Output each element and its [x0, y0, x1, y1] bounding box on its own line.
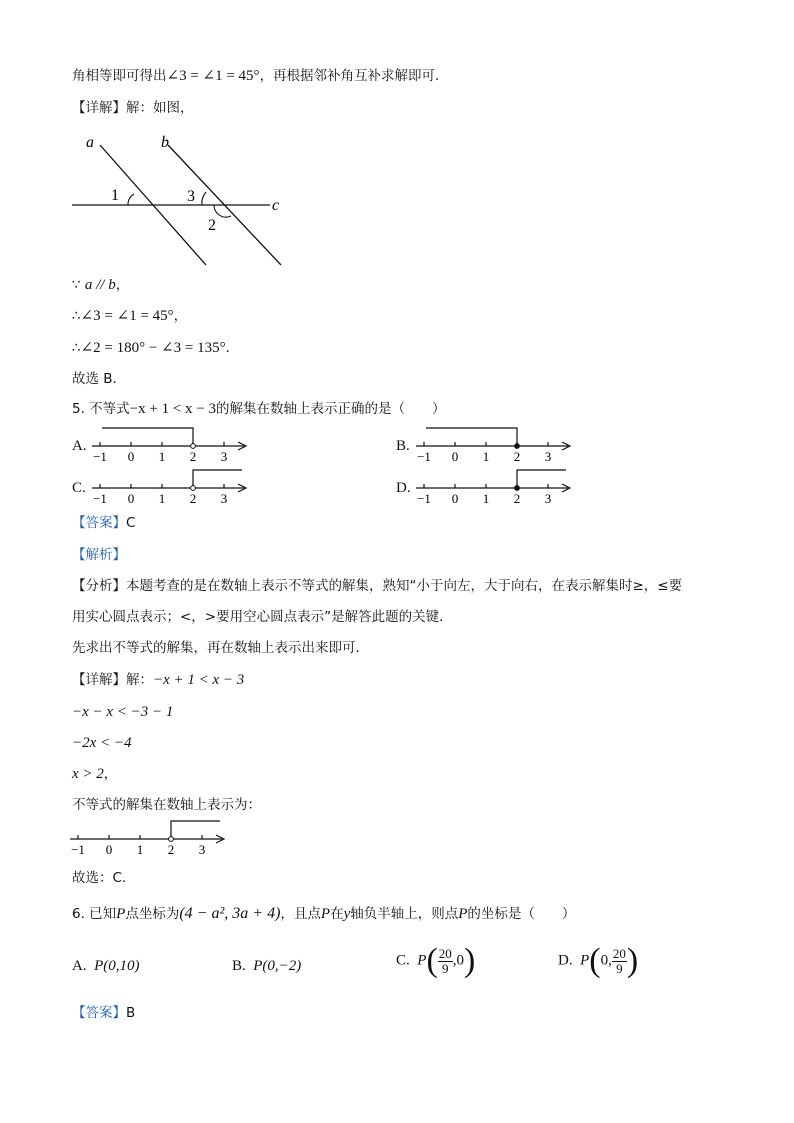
tick-label: 1: [136, 842, 144, 857]
tick-label: 3: [198, 842, 206, 857]
text-segment: 本题考查的是在数轴上表示不等式的解集，熟知“小于向左，大于向右，在表示解集时≥，≤要: [126, 578, 683, 594]
angle-1-arc: [128, 194, 134, 205]
q6-option-a: [72, 956, 140, 976]
q5-show-text: 不等式的解集在数轴上表示为：: [72, 797, 261, 813]
q6-option-c: C. P( $\frac{20}{9}$ ,0): [396, 942, 476, 979]
q5-fenxi-line: [72, 576, 682, 596]
therefore-symbol: ∴: [72, 308, 81, 324]
tick-label: −1: [417, 491, 431, 504]
label-1: 1: [111, 187, 119, 204]
text-segment: 轴负半轴上，则点: [350, 906, 459, 922]
q6-stem: [72, 904, 575, 924]
fraction: [438, 947, 453, 976]
open-dot: [191, 444, 196, 449]
tick-label: 0: [105, 842, 113, 857]
answer-tag: 【答案】: [72, 515, 126, 531]
answer-value: C: [126, 515, 136, 531]
option-var: P: [580, 952, 590, 969]
tick-label: 1: [482, 449, 490, 462]
option-b-letter: B.: [396, 438, 410, 454]
tick-label: 2: [189, 449, 197, 462]
number-line-solution: [66, 815, 231, 861]
text-segment: 解：如图，: [126, 100, 194, 116]
option-value: 0,: [600, 952, 612, 969]
solution-ray: [102, 428, 193, 446]
q5-choose: 故选：C．: [72, 870, 136, 886]
fraction: [612, 947, 627, 976]
text-segment: 的解集在数轴上表示正确的是（ ）: [216, 401, 446, 417]
text-segment: ，再根据邻补角互补求解即可．: [259, 68, 449, 84]
solution-ray: [517, 470, 566, 488]
q5-answer: [72, 513, 135, 533]
answer-tag: 【答案】: [72, 1005, 126, 1021]
tick-label: 0: [451, 491, 459, 504]
option-letter: B.: [232, 958, 246, 974]
label-b: b: [161, 134, 169, 151]
tick-label: 3: [544, 491, 552, 504]
math-var: P: [458, 906, 468, 922]
number-line-option-b: [412, 422, 577, 462]
text-segment: ．: [225, 340, 240, 356]
angle-2-arc: [214, 205, 231, 217]
option-c-letter: C.: [72, 480, 86, 496]
tick-label: 1: [158, 491, 166, 504]
open-dot: [191, 486, 196, 491]
intro-line: [72, 66, 449, 86]
fenxi-tag: 【分析】: [72, 578, 126, 594]
text-segment: 点坐标为: [125, 906, 180, 922]
tick-label: −1: [93, 491, 107, 504]
tick-label: 2: [513, 491, 521, 504]
tick-label: 0: [127, 449, 135, 462]
solid-dot: [515, 486, 520, 491]
math-var: P: [320, 906, 331, 922]
math-expression: ∠3 = ∠1 = 45°: [80, 308, 174, 324]
option-letter: A.: [72, 958, 87, 974]
fraction-numerator: 20: [438, 945, 452, 961]
tick-label: 1: [158, 449, 166, 462]
parallel-lines-figure: [66, 128, 296, 270]
tick-label: 3: [220, 449, 228, 462]
solution-ray: [171, 821, 220, 839]
text-segment: ，: [103, 766, 118, 782]
fraction-denominator: 9: [616, 960, 623, 976]
tick-label: −1: [71, 842, 85, 857]
tick-label: 2: [189, 491, 197, 504]
step-line: [72, 306, 187, 326]
open-dot: [169, 837, 174, 842]
math-expression: ∠3 = ∠1 = 45°: [166, 68, 260, 84]
tick-label: −1: [93, 449, 107, 462]
math-expression: ∠2 = 180° − ∠3 = 135°: [80, 340, 226, 356]
detail-tag: 【详解】: [72, 672, 126, 688]
fraction-numerator: 20: [612, 945, 626, 961]
q6-option-b: [232, 956, 301, 976]
solution-ray: [426, 428, 517, 446]
therefore-symbol: ∴: [72, 340, 81, 356]
tick-label: 0: [127, 491, 135, 504]
tick-label: 3: [544, 449, 552, 462]
q5-detail-line: [72, 670, 244, 690]
because-symbol: ∵: [72, 277, 81, 293]
detail-tag: 【详解】: [72, 100, 126, 116]
q5-fenxi-line: 先求出不等式的解集，再在数轴上表示出来即可．: [72, 640, 369, 656]
detail-line: [72, 98, 194, 118]
math-var: y: [343, 906, 351, 922]
math-expression: x > 2: [72, 766, 104, 782]
q5-step: −2x < −4: [72, 735, 132, 751]
choose-line: 故选 B．: [72, 371, 127, 387]
solution-ray: [193, 470, 242, 488]
math-expression: a // b: [84, 277, 116, 293]
math-var: P: [116, 906, 126, 922]
text-segment: ，: [115, 277, 130, 293]
q5-fenxi-line: 用实心圆点表示；<，>要用空心圆点表示”是解答此题的关键．: [72, 609, 453, 625]
q6-answer: [72, 1003, 135, 1023]
text-segment: 在: [330, 906, 344, 922]
q5-analysis-tag: 【解析】: [72, 547, 126, 563]
math-expression: (4 − a², 3a + 4): [179, 905, 281, 922]
option-d-letter: D.: [396, 480, 411, 496]
label-2: 2: [208, 217, 216, 234]
number-line-option-d: [412, 464, 577, 504]
option-value: P(0,10): [94, 958, 140, 974]
option-a-letter: A.: [72, 438, 87, 454]
text-segment: 5. 不等式: [72, 401, 130, 417]
tick-label: 0: [451, 449, 459, 462]
text-segment: 的坐标是（ ）: [467, 906, 576, 922]
math-expression: −x + 1 < x − 3: [129, 401, 217, 417]
label-3: 3: [187, 188, 195, 205]
text-segment: 角相等即可得出: [72, 68, 167, 84]
text-segment: 6. 已知: [72, 906, 117, 922]
step-line: [72, 275, 129, 295]
text-segment: ，: [173, 308, 188, 324]
solid-dot: [515, 444, 520, 449]
label-a: a: [86, 134, 94, 151]
label-c: c: [272, 197, 280, 214]
option-letter: D.: [558, 952, 573, 969]
tick-label: 2: [513, 449, 521, 462]
step-line: [72, 338, 239, 358]
text-segment: ，且点: [280, 906, 321, 922]
tick-label: 3: [220, 491, 228, 504]
option-letter: C.: [396, 952, 410, 969]
tick-label: 1: [482, 491, 490, 504]
option-var: P: [417, 952, 427, 969]
q5-step: [72, 764, 117, 784]
tick-label: −1: [417, 449, 431, 462]
number-line-option-a: [88, 422, 253, 462]
q5-stem: [72, 399, 446, 419]
q5-step: −x − x < −3 − 1: [72, 704, 174, 720]
q6-option-d: D. P(0, $\frac{20}{9}$ ): [558, 942, 639, 979]
number-line-option-c: [88, 464, 253, 504]
option-value: ,0: [452, 952, 465, 969]
angle-3-arc: [202, 192, 206, 205]
tick-label: 2: [167, 842, 175, 857]
answer-value: B: [126, 1005, 136, 1021]
fraction-denominator: 9: [442, 960, 449, 976]
math-expression: −x + 1 < x − 3: [153, 672, 245, 688]
text-segment: 解：: [126, 672, 153, 688]
option-value: P(0,−2): [253, 958, 302, 974]
